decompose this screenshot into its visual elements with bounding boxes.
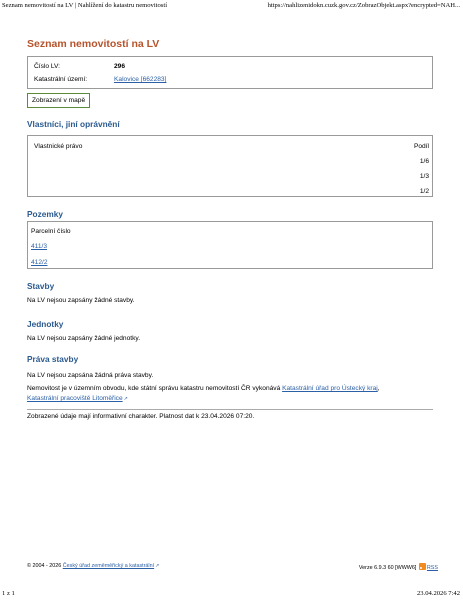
print-page-number: 1 z 1	[2, 590, 15, 597]
external-link-icon: ↗	[123, 396, 128, 402]
print-header-title: Seznam nemovitostí na LV | Nahlížení do katastru nemovitostí	[2, 2, 168, 9]
show-in-map-button[interactable]: Zobrazení v mapě	[27, 93, 90, 108]
footer-version: Verze 6.9.3 60 [WWW6]	[358, 565, 417, 571]
building-rights-section-title: Práva stavby	[27, 354, 79, 364]
page-title: Seznam nemovitostí na LV	[27, 38, 160, 50]
owner-share: 1/2	[419, 188, 429, 195]
page-footer	[27, 563, 438, 572]
cadastral-area-label: Katastrální území:	[34, 76, 88, 83]
lv-number-row	[34, 60, 426, 73]
data-notice: Zobrazené údaje mají informativní charakter. Platnost dat k 23.04.2026 07:20.	[27, 413, 255, 420]
parcels-table	[27, 221, 433, 269]
office-link[interactable]: Katastrální úřad pro Ústecký kraj	[282, 385, 378, 392]
rss-link[interactable]: RSS	[426, 565, 438, 571]
external-link-icon: ↗	[155, 563, 160, 569]
print-header	[2, 2, 460, 12]
lv-number-label: Číslo LV:	[34, 63, 61, 70]
footer-right	[359, 563, 438, 571]
cuzk-link[interactable]: Český úřad zeměměřický a katastrální	[62, 563, 155, 569]
office-separator: ,	[377, 385, 380, 392]
office-info	[27, 384, 433, 404]
print-datetime: 23.04.2026 7:42	[416, 590, 460, 597]
print-footer	[2, 590, 460, 599]
main-content	[27, 38, 433, 420]
rss-icon[interactable]	[419, 563, 426, 570]
footer-copyright: © 2004 - 2026	[27, 563, 62, 569]
divider	[27, 409, 433, 410]
parcel-link[interactable]: 411/3	[31, 243, 48, 250]
parcels-section-title: Pozemky	[27, 209, 63, 219]
cadastral-area-link[interactable]: Kalovice [662283]	[114, 76, 167, 83]
print-header-url: https://nahlizenidokn.cuzk.gov.cz/ZobrazObjekt.aspx?encrypted=NAH...	[267, 2, 460, 9]
owner-share: 1/6	[419, 158, 429, 165]
parcels-col-number: Parcelní číslo	[31, 228, 71, 235]
owners-section-title: Vlastníci, jiní oprávnění	[27, 119, 120, 129]
owner-share: 1/3	[419, 173, 429, 180]
owners-table	[27, 135, 433, 197]
workplace-link[interactable]: Katastrální pracoviště Litoměřice	[27, 395, 123, 402]
lv-info-box	[27, 56, 433, 89]
units-text: Na LV nejsou zapsány žádné jednotky.	[27, 335, 141, 342]
office-info-text: Nemovitost je v územním obvodu, kde státní správu katastru nemovitostí ČR vykonává	[27, 385, 281, 392]
cadastral-area-row	[34, 73, 426, 86]
units-section-title: Jednotky	[27, 319, 64, 329]
owners-col-share: Podíl	[413, 143, 429, 150]
owners-col-right: Vlastnické právo	[34, 143, 83, 150]
buildings-section-title: Stavby	[27, 281, 55, 291]
footer-left	[27, 563, 159, 569]
lv-number-value: 296	[114, 63, 126, 70]
parcel-link[interactable]: 412/2	[31, 259, 48, 266]
building-rights-text: Na LV nejsou zapsána žádná práva stavby.	[27, 372, 154, 379]
buildings-text: Na LV nejsou zapsány žádné stavby.	[27, 297, 135, 304]
